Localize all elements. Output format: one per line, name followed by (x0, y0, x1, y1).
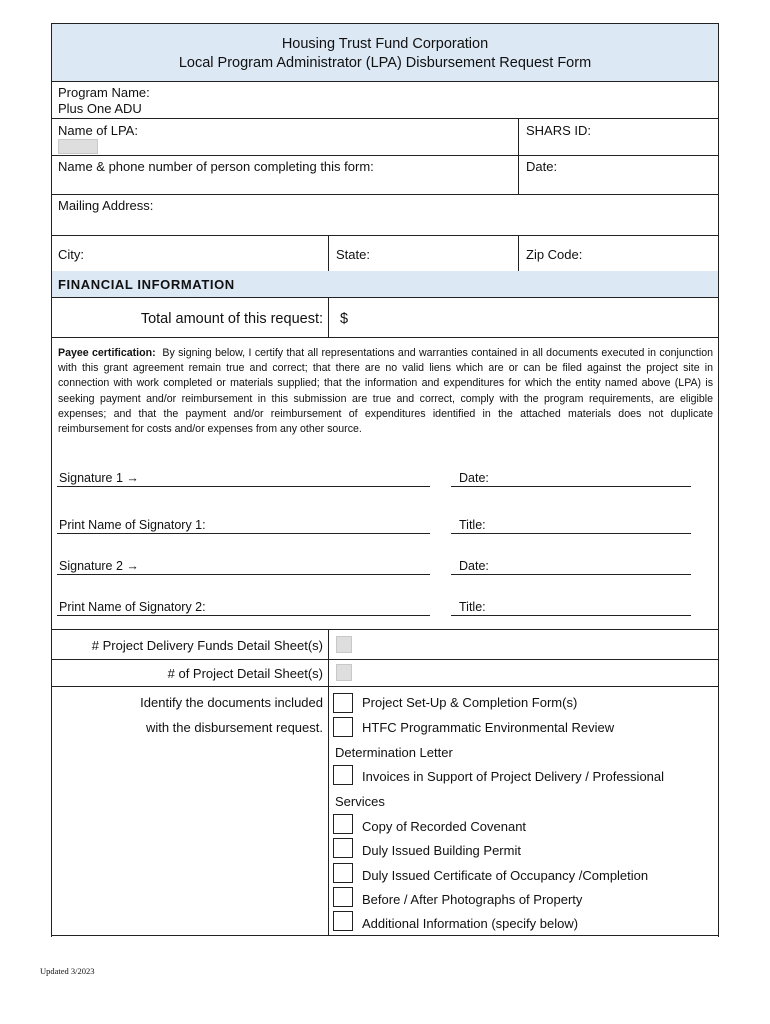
form-title: Local Program Administrator (LPA) Disbursement Request Form (178, 55, 592, 71)
building-permit-label: Duly Issued Building Permit (362, 843, 521, 858)
updated-date-footer: Updated 3/2023 (40, 966, 95, 976)
signature-1-date-label: Date: (459, 471, 489, 485)
signature-1-label: Signature 1 → (59, 471, 139, 485)
invoices-checkbox[interactable] (333, 765, 353, 785)
project-detail-sheets-label: # of Project Detail Sheet(s) (167, 666, 323, 681)
total-amount-label: Total amount of this request: (140, 311, 323, 327)
person-completing-label: Name & phone number of person completing this form: (58, 159, 374, 174)
program-name-value[interactable]: Plus One ADU (58, 101, 142, 116)
print-name-2-line[interactable] (57, 615, 430, 616)
environmental-review-checkbox[interactable] (333, 717, 353, 737)
title-1-label: Title: (459, 518, 486, 532)
additional-info-label: Additional Information (specify below) (362, 916, 579, 931)
documents-label-line-1: Identify the documents included (140, 695, 323, 710)
setup-completion-label: Project Set-Up & Completion Form(s) (362, 695, 578, 710)
signature-1-line[interactable] (57, 486, 430, 487)
organization-name: Housing Trust Fund Corporation (281, 36, 489, 52)
signature-2-date-label: Date: (459, 559, 489, 573)
payee-certification (58, 346, 713, 437)
invoices-label-cont: Services (335, 794, 385, 809)
signature-2-date-line[interactable] (451, 574, 691, 575)
recorded-covenant-checkbox[interactable] (333, 814, 353, 834)
state-label: State: (336, 247, 370, 262)
title-2-label: Title: (459, 600, 486, 614)
lpa-name-label: Name of LPA: (58, 123, 138, 138)
project-detail-sheets-field[interactable] (336, 664, 352, 681)
date-label: Date: (526, 159, 558, 174)
additional-info-checkbox[interactable] (333, 911, 353, 931)
certificate-occupancy-checkbox[interactable] (333, 863, 353, 883)
signature-2-line[interactable] (57, 574, 430, 575)
form-header (52, 23, 718, 81)
building-permit-checkbox[interactable] (333, 838, 353, 858)
program-name-label: Program Name: (58, 85, 150, 100)
print-name-1-label: Print Name of Signatory 1: (59, 518, 206, 532)
signature-1-date-line[interactable] (451, 486, 691, 487)
title-1-line[interactable] (451, 533, 691, 534)
financial-section-title: FINANCIAL INFORMATION (58, 277, 235, 292)
photographs-checkbox[interactable] (333, 887, 353, 907)
city-label: City: (58, 247, 84, 262)
invoices-label: Invoices in Support of Project Delivery / Professional (362, 769, 665, 784)
certificate-occupancy-label: Duly Issued Certificate of Occupancy /Completion (362, 868, 649, 883)
disbursement-request-form (51, 23, 719, 937)
recorded-covenant-label: Copy of Recorded Covenant (362, 819, 527, 834)
delivery-funds-sheets-field[interactable] (336, 636, 352, 653)
print-name-2-label: Print Name of Signatory 2: (59, 600, 206, 614)
payee-certification-text: By signing below, I certify that all representations and warranties contained in all documents executed in conjunction with this grant agreement remain true and correct; that there are no valid liens which are or can be filed against the project site in connection with work completed or materials supplied; that the information and expenditures for which the entity named above (LPA) is seeking payment and/or reimbursement in this submission are true and correct, comply with the program requirements, are eligible expenses; and that the payment and/or reimbursement of expenditures identified in the attached materials does not duplicate reimbursement for costs and/or expenses from any other source. (58, 347, 713, 436)
payee-certification-lead: Payee certification: (58, 347, 156, 359)
setup-completion-checkbox[interactable] (333, 693, 353, 713)
delivery-funds-sheets-label: # Project Delivery Funds Detail Sheet(s) (91, 638, 323, 653)
lpa-name-field[interactable] (58, 139, 98, 154)
print-name-1-line[interactable] (57, 533, 430, 534)
zip-code-label: Zip Code: (526, 247, 583, 262)
title-2-line[interactable] (451, 615, 691, 616)
shars-id-label: SHARS ID: (526, 123, 592, 138)
documents-label-line-2: with the disbursement request. (145, 720, 323, 735)
photographs-label: Before / After Photographs of Property (362, 892, 583, 907)
environmental-review-label: HTFC Programmatic Environmental Review (362, 720, 615, 735)
mailing-address-label: Mailing Address: (58, 198, 154, 213)
signature-2-label: Signature 2 → (59, 559, 139, 573)
environmental-review-label-cont: Determination Letter (335, 745, 453, 760)
currency-symbol: $ (340, 311, 349, 327)
